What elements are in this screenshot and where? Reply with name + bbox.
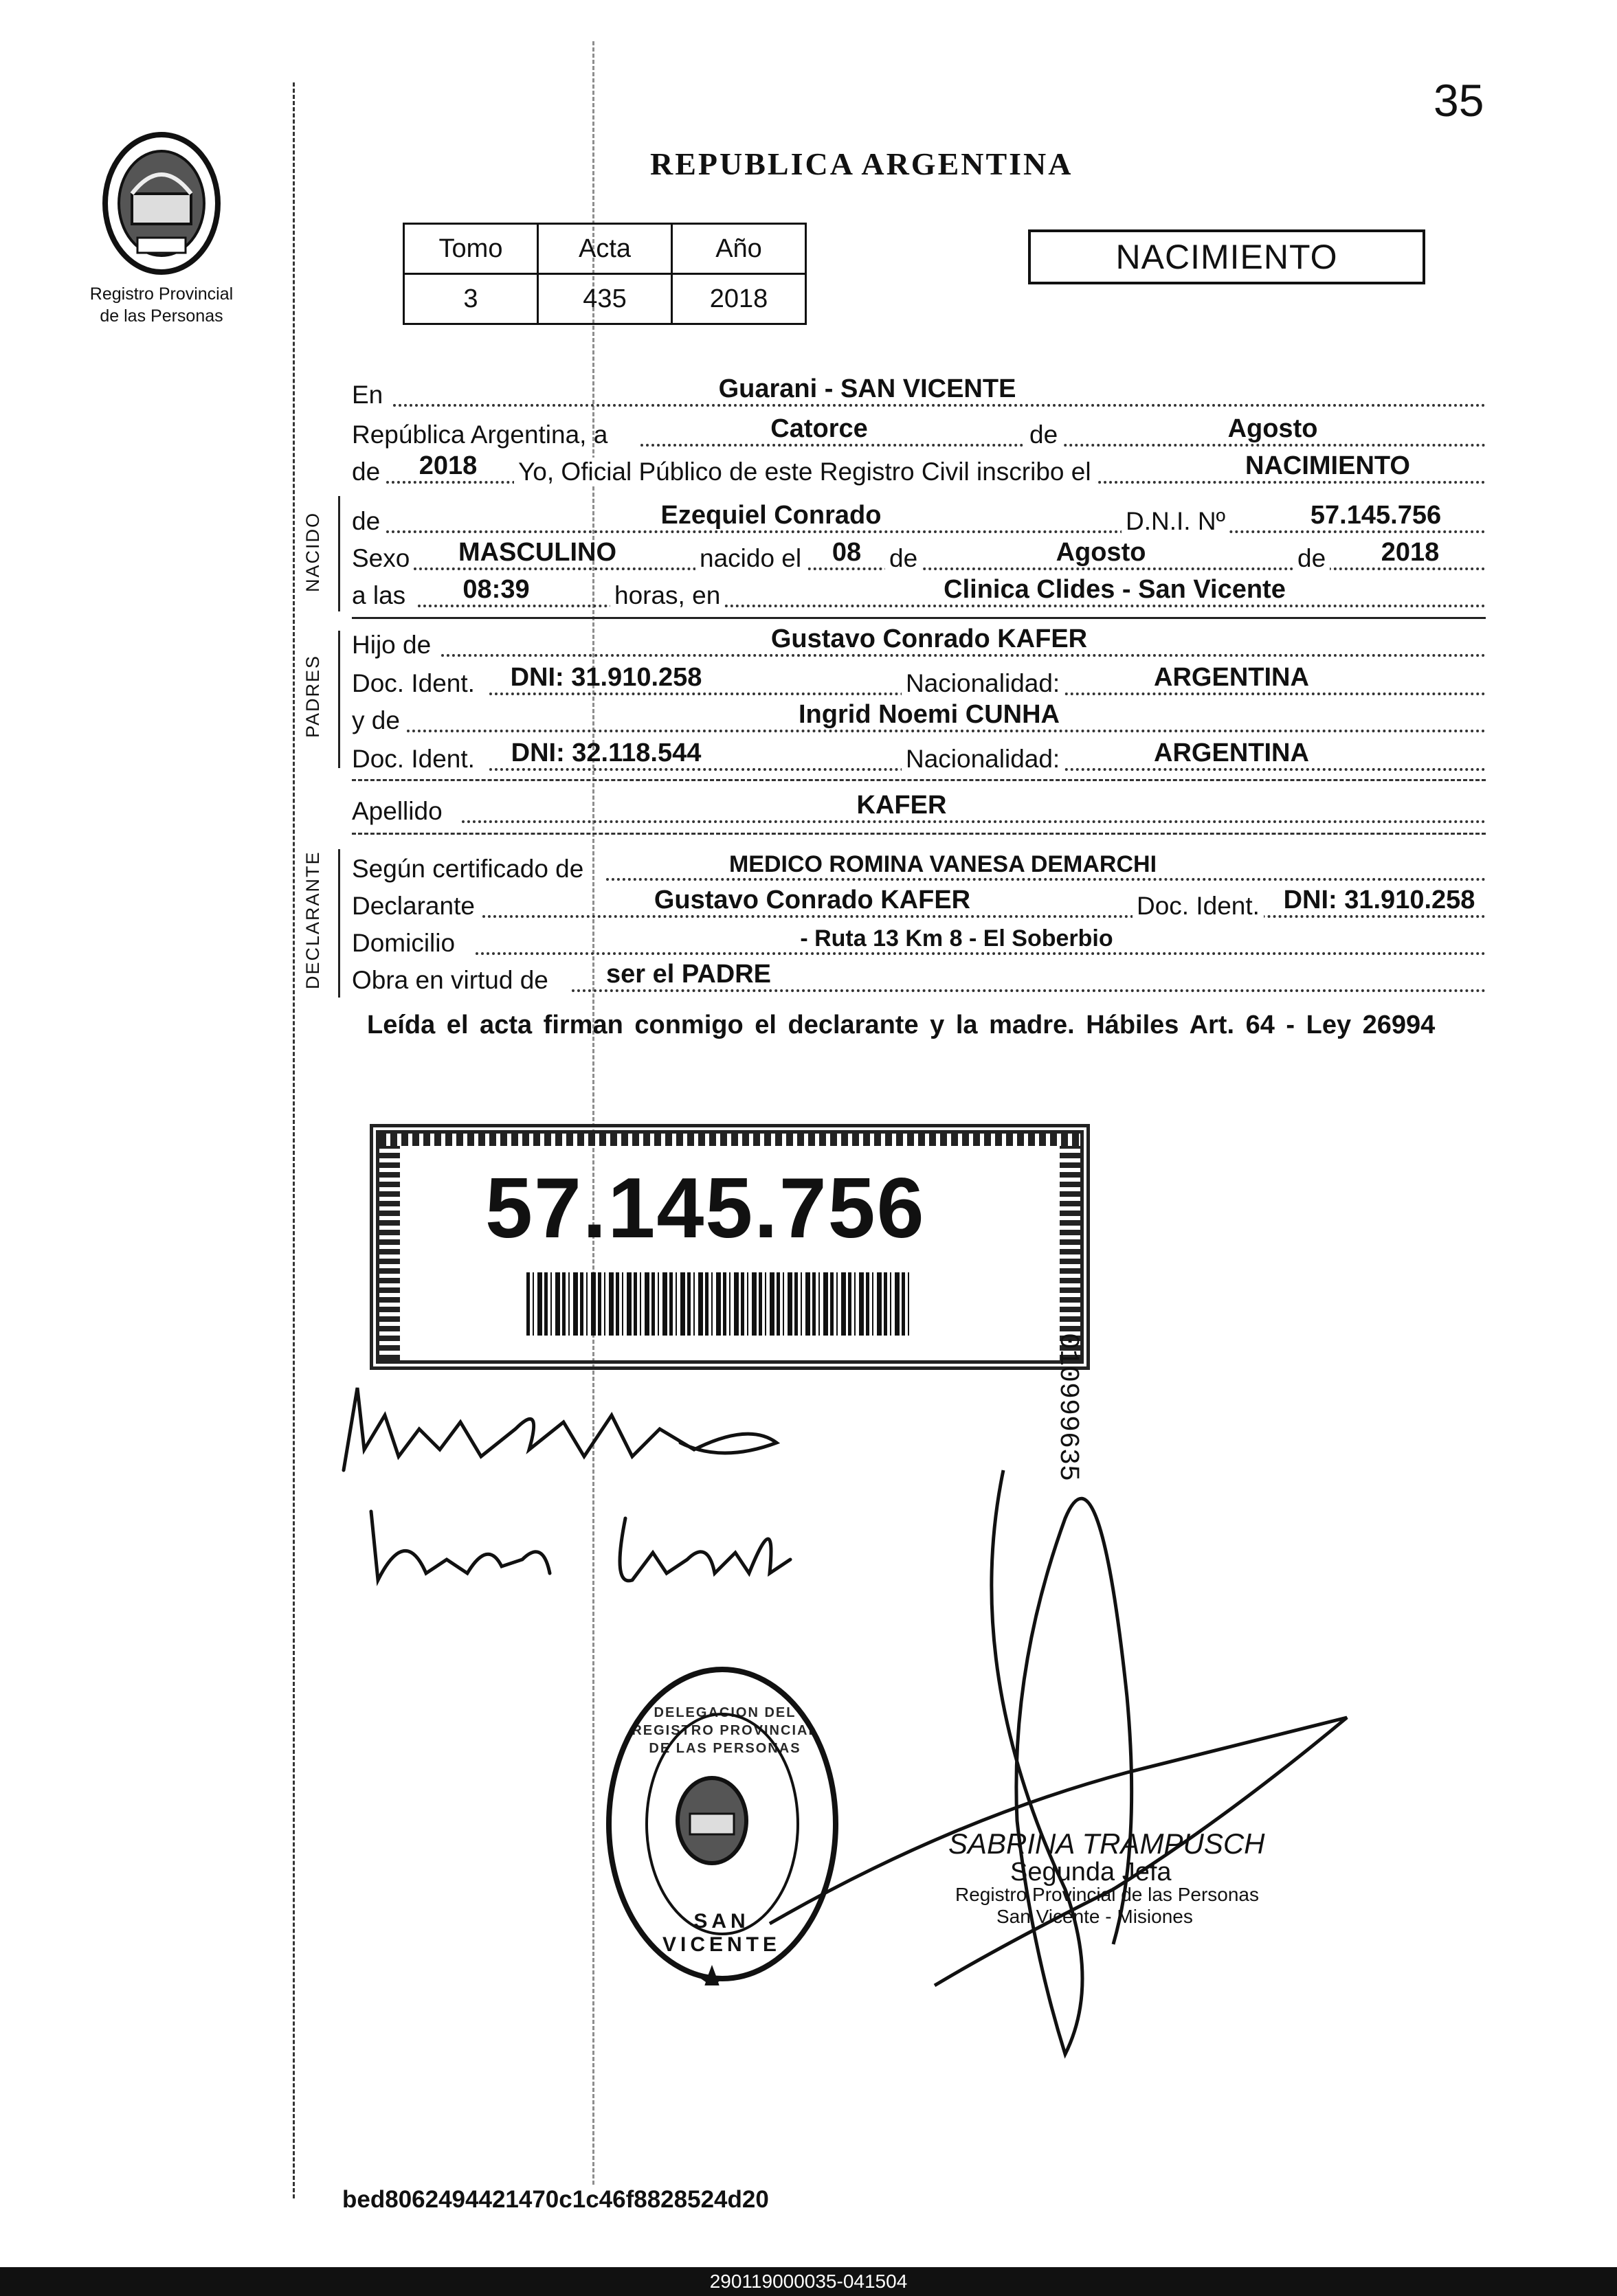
row-sexo: [352, 534, 1486, 576]
padre-nac-value: ARGENTINA: [1154, 663, 1309, 692]
tomo-header: Tomo: [404, 224, 538, 274]
declarante-doc-label: Doc. Ident.: [1133, 892, 1264, 921]
de-label: de: [1025, 420, 1062, 449]
id-label-barcode: [526, 1272, 911, 1336]
signature-second: [364, 1498, 804, 1594]
y-de-label: y de: [352, 706, 400, 734]
seal-ring-text: DELEGACION DEL REGISTRO PROVINCIAL DE LAS PERSONAS: [632, 1705, 818, 1756]
page-number: 35: [1434, 75, 1484, 126]
official-name: SABRINA TRAMPUSCH: [948, 1827, 1265, 1860]
row-inscripcion: [352, 448, 1486, 489]
lugar-value: Clinica Clides - San Vicente: [944, 575, 1286, 604]
center-fold-line: [592, 41, 594, 2185]
sexo-value: MASCULINO: [458, 538, 617, 567]
document-title: REPUBLICA ARGENTINA: [650, 146, 1073, 181]
dni-label: D.N.I. Nº: [1122, 507, 1229, 536]
seal-center-text: SAN VICENTE: [662, 1910, 781, 1956]
record-type-box: NACIMIENTO: [1028, 229, 1425, 284]
declarante-section-label: DECLARANTE: [302, 851, 323, 989]
declarante-value: Gustavo Conrado KAFER: [654, 886, 971, 914]
row-nombre: [352, 497, 1486, 539]
row-domicilio: [352, 919, 1486, 960]
row-padre-doc: [352, 660, 1486, 701]
row-madre: [352, 697, 1486, 738]
de-label-2: de: [352, 458, 381, 486]
certificado-value: MEDICO ROMINA VANESA DEMARCHI: [728, 851, 1157, 877]
nac-anio-value: 2018: [1381, 538, 1440, 567]
row-fecha: [352, 411, 1486, 452]
anio-header: Año: [672, 224, 806, 274]
declarante-doc-value: DNI: 31.910.258: [1283, 886, 1475, 914]
mes-value: Agosto: [1227, 414, 1318, 443]
id-label-side-code: 010999635: [1052, 1333, 1083, 1482]
hora-value: 08:39: [462, 575, 530, 604]
certificado-label: Según certificado de: [352, 855, 584, 883]
anio-value: 2018: [672, 274, 806, 324]
closing-text: Leída el acta firman conmigo el declarante y la madre. Hábiles Art. 64 - Ley 26994: [367, 1011, 1436, 1039]
madre-doc-value: DNI: 32.118.544: [511, 739, 702, 767]
horas-en-label: horas, en: [610, 581, 724, 610]
declarante-label: Declarante: [352, 892, 475, 920]
official-role: Segunda Jefa: [1010, 1858, 1172, 1887]
nombre-value: Ezequiel Conrado: [660, 501, 882, 530]
row-padre: [352, 621, 1486, 662]
reference-table: [403, 223, 807, 325]
logo-caption-line2: de las Personas: [100, 306, 223, 326]
obra-value: ser el PADRE: [605, 960, 772, 989]
madre-doc-label: Doc. Ident.: [352, 745, 475, 773]
padre-doc-value: DNI: 31.910.258: [510, 663, 702, 692]
logo-caption-line1: Registro Provincial: [89, 284, 234, 304]
padre-value: Gustavo Conrado KAFER: [770, 624, 1088, 653]
padre-doc-label: Doc. Ident.: [352, 669, 475, 697]
dia-value: Catorce: [770, 414, 868, 443]
left-margin-line: [293, 82, 295, 2198]
row-en: [352, 371, 1486, 412]
acta-value: 435: [538, 274, 672, 324]
padres-section-label: PADRES: [302, 654, 323, 738]
nacido-bar: [338, 496, 340, 611]
domicilio-label: Domicilio: [352, 929, 456, 957]
nac-de-label: de: [885, 544, 922, 573]
dni-value: 57.145.756: [1310, 501, 1442, 530]
madre-value: Ingrid Noemi CUNHA: [799, 700, 1060, 729]
row-hora: [352, 572, 1486, 613]
nac-de-label-2: de: [1293, 544, 1330, 573]
de-nombre-label: de: [352, 507, 381, 535]
nacido-section-label: NACIDO: [302, 511, 323, 592]
signature-first: [337, 1374, 790, 1484]
padre-nacionalidad-label: Nacionalidad:: [902, 669, 1064, 698]
apellido-value: KAFER: [856, 791, 947, 820]
en-label: En: [352, 381, 383, 409]
inscribo-text: Yo, Oficial Público de este Registro Civil inscribo el: [514, 458, 1095, 486]
acto-value: NACIMIENTO: [1245, 451, 1410, 480]
nac-dia-value: 08: [832, 538, 862, 567]
declarante-bar: [338, 849, 340, 998]
official-signature: [742, 1463, 1361, 2061]
official-location: San Vicente - Misiones: [996, 1906, 1193, 1927]
row-declarante: [352, 882, 1486, 923]
row-certificado: [352, 845, 1486, 886]
tomo-value: 3: [404, 274, 538, 324]
acta-header: Acta: [538, 224, 672, 274]
row-madre-doc: [352, 735, 1486, 776]
nac-mes-value: Agosto: [1056, 538, 1146, 567]
separator-3: [352, 833, 1486, 835]
apellido-label: Apellido: [352, 797, 443, 825]
official-office: Registro Provincial de las Personas: [955, 1884, 1259, 1905]
republica-label: República Argentina, a: [352, 420, 608, 449]
padres-bar: [338, 631, 340, 768]
row-apellido: [352, 787, 1486, 829]
obra-label: Obra en virtud de: [352, 966, 548, 994]
nacido-el-label: nacido el: [695, 544, 805, 573]
id-label-number: 57.145.756: [485, 1161, 926, 1256]
row-obra: [352, 956, 1486, 998]
a-las-label: a las: [352, 581, 406, 609]
document-hash: bed8062494421470c1c46f8828524d20: [342, 2186, 769, 2213]
domicilio-value: - Ruta 13 Km 8 - El Soberbio: [800, 925, 1113, 952]
en-value: Guarani - SAN VICENTE: [718, 374, 1016, 403]
sexo-label: Sexo: [352, 544, 410, 572]
separator-1: [352, 617, 1486, 619]
madre-nacionalidad-label: Nacionalidad:: [902, 745, 1064, 774]
province-logo: [96, 128, 227, 279]
anio-inscripcion-value: 2018: [419, 451, 478, 480]
hijo-de-label: Hijo de: [352, 631, 432, 659]
madre-nac-value: ARGENTINA: [1154, 739, 1309, 767]
footer-code: 290119000035-041504: [0, 2267, 1617, 2296]
separator-2: [352, 779, 1486, 781]
